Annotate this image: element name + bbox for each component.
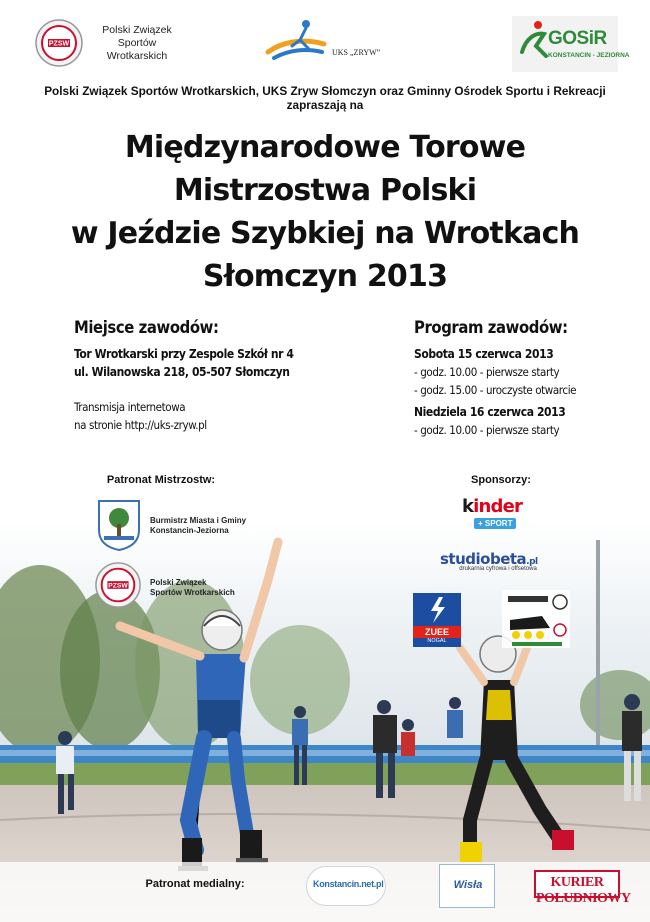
venue-heading: Miejsce zawodów: bbox=[74, 318, 219, 337]
kinder-k: k bbox=[462, 496, 474, 517]
header-logos bbox=[0, 14, 650, 76]
title-line-3: w Jeździe Szybkiej na Wrotkach bbox=[70, 216, 580, 251]
event-title bbox=[0, 126, 650, 298]
pzsw-patron-line-1: Polski Związek bbox=[150, 578, 207, 587]
pzsw-name-line-2: Sportów bbox=[117, 37, 157, 49]
uks-zryw-logo-icon bbox=[262, 14, 332, 70]
kinder-rest: inder bbox=[473, 496, 523, 517]
program-day-1-item-1: - godz. 10.00 - pierwsze starty bbox=[414, 365, 560, 379]
wisla-logo bbox=[439, 864, 495, 908]
program-day-2-item-1: - godz. 10.00 - pierwsze starty bbox=[414, 423, 560, 437]
pzsw-emblem-icon bbox=[34, 18, 84, 68]
patronage-label: Patronat Mistrzostw: bbox=[106, 474, 216, 486]
wisla-name: Wisła bbox=[453, 879, 483, 891]
konstancin-net-name: Konstancin.net.pl bbox=[313, 879, 384, 889]
konstancin-net-logo bbox=[306, 866, 386, 906]
stream-line-1: Transmisja internetowa bbox=[74, 400, 186, 414]
invitation-line-1: Polski Związek Sportów Wrotkarskich, UKS Zryw Słomczyn oraz Gminny Ośrodek Sportu i Rekreacji bbox=[44, 84, 606, 98]
pzsw-name bbox=[92, 24, 182, 63]
konstancin-crest-icon bbox=[96, 498, 142, 552]
lightning-icon bbox=[413, 593, 461, 626]
program-heading: Program zawodów: bbox=[414, 318, 568, 337]
pzsw-emblem-small-icon bbox=[94, 561, 142, 609]
gosir-subtitle: KONSTANCIN - JEZIORNA bbox=[548, 52, 630, 59]
studiobeta-subtitle: drukarnia cyfrowa i offsetowa bbox=[459, 566, 537, 572]
pzsw-patron-name bbox=[150, 578, 235, 598]
studiobeta-logo bbox=[440, 550, 556, 574]
zuee-logo bbox=[413, 593, 461, 647]
pzsw-name-line-3: Wrotkarskich bbox=[106, 50, 168, 62]
kurier-name: KURIER POŁUDNIOWY bbox=[536, 875, 631, 906]
burmistrz-line-1: Burmistrz Miasta i Gminy bbox=[150, 516, 247, 525]
svg-text:PZSW: PZSW bbox=[48, 40, 70, 48]
gosir-name: GOSiR bbox=[548, 28, 607, 49]
title-line-2: Mistrzostwa Polski bbox=[173, 173, 477, 208]
stream-link[interactable]: na stronie http://uks-zryw.pl bbox=[74, 418, 207, 432]
title-line-4: Słomczyn 2013 bbox=[202, 259, 448, 294]
kinder-sport-tag: + SPORT bbox=[474, 518, 516, 529]
sponsors-label: Sponsorzy: bbox=[471, 474, 531, 486]
venue-address-line-1: Tor Wrotkarski przy Zespole Szkół nr 4 bbox=[74, 347, 294, 361]
skate-sponsor-logo-icon bbox=[502, 590, 570, 648]
pzsw-name-line-1: Polski Związek bbox=[102, 24, 172, 36]
invitation bbox=[0, 84, 650, 112]
uks-name: UKS „ZRYW” bbox=[332, 48, 381, 57]
pzsw-patron-line-2: Sportów Wrotkarskich bbox=[150, 588, 235, 597]
zuee-subtitle: NOGAL bbox=[427, 638, 447, 644]
invitation-line-2: zapraszają na bbox=[286, 98, 364, 112]
kurier-poludniowy-logo bbox=[534, 870, 631, 906]
program-section bbox=[414, 318, 644, 439]
zuee-name: ZUEE bbox=[413, 626, 461, 638]
program-day-1-item-2: - godz. 15.00 - uroczyste otwarcie bbox=[414, 383, 577, 397]
title-line-1: Międzynarodowe Torowe bbox=[124, 130, 526, 165]
venue-address-line-2: ul. Wilanowska 218, 05-507 Słomczyn bbox=[74, 365, 290, 379]
media-label: Patronat medialny: bbox=[145, 878, 245, 890]
svg-text:PZSW: PZSW bbox=[108, 582, 128, 590]
kinder-sport-logo bbox=[462, 496, 532, 530]
program-day-2: Niedziela 16 czerwca 2013 bbox=[414, 405, 566, 419]
venue-section bbox=[74, 318, 374, 434]
studiobeta-suffix: .pl bbox=[526, 557, 538, 567]
program-day-1: Sobota 15 czerwca 2013 bbox=[414, 347, 554, 361]
studiobeta-name: studiobeta bbox=[440, 550, 527, 568]
kinder-word bbox=[462, 496, 522, 517]
burmistrz-name bbox=[150, 516, 246, 536]
burmistrz-line-2: Konstancin-Jeziorna bbox=[150, 526, 229, 535]
